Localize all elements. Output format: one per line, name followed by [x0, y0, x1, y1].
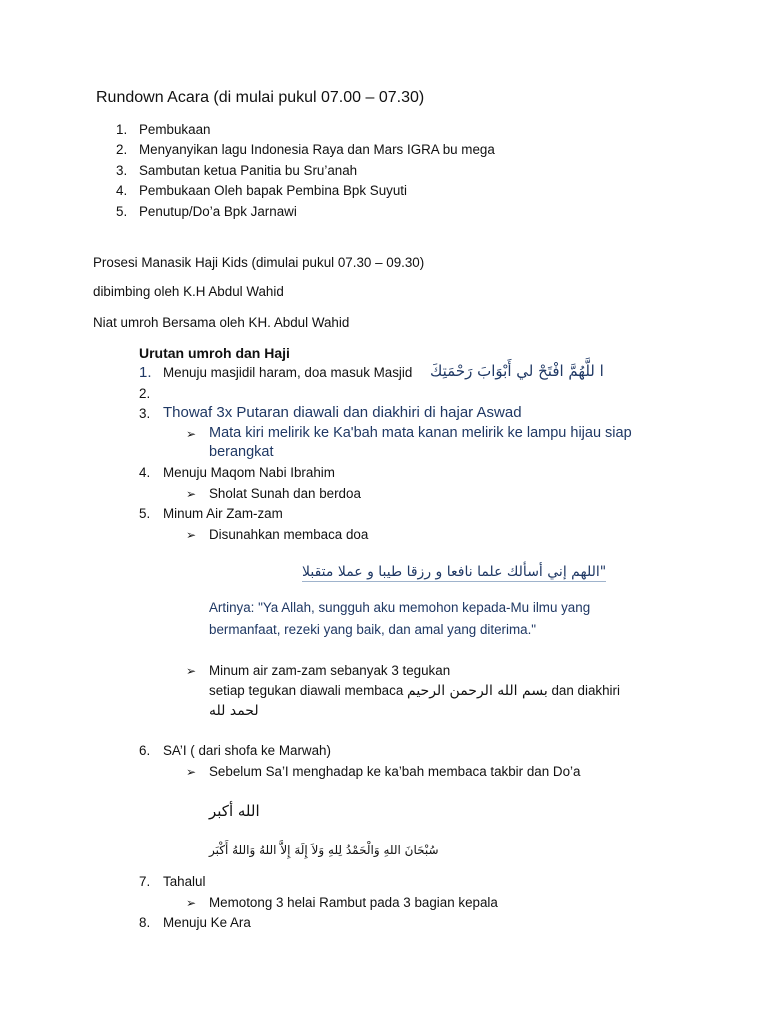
arabic-takbir: الله أكبر: [209, 802, 260, 820]
arabic-prayer: "اللهم إني أسألك علما نافعا و رزقا طيبا و عملا متقبلا: [302, 564, 607, 580]
step-number: 8.: [139, 915, 151, 930]
step-number: 6.: [139, 743, 151, 758]
list-number: 1.: [116, 122, 128, 137]
arrow-bullet-icon: ➢: [186, 528, 197, 542]
step-text: SA’I ( dari shofa ke Marwah): [163, 743, 331, 758]
sub-item-text: dan diakhiri: [551, 683, 620, 698]
list-number: 2.: [116, 142, 128, 157]
arabic-hamdalah: لحمد لله: [209, 703, 259, 719]
list-number: 3.: [116, 163, 128, 178]
list-item: Menyanyikan lagu Indonesia Raya dan Mars IGRA bu mega: [139, 142, 495, 157]
list-number: 5.: [116, 204, 128, 219]
step-number: 5.: [139, 506, 151, 521]
arrow-bullet-icon: ➢: [186, 664, 197, 678]
arabic-tasbih: سُبْحَانَ اللهِ وَالْحَمْدُ لِلهِ وَلاَ إِلَهَ إِلاَّ اللهُ وَاللهُ أَكْبَر: [209, 843, 439, 857]
arrow-bullet-icon: ➢: [186, 896, 197, 910]
niat-line: Niat umroh Bersama oleh KH. Abdul Wahid: [93, 315, 350, 330]
step-text: Menuju masjidil haram, doa masuk Masjid: [163, 365, 413, 380]
sub-item: Memotong 3 helai Rambut pada 3 bagian kepala: [209, 895, 498, 910]
list-item: Sambutan ketua Panitia bu Sru’anah: [139, 163, 358, 178]
arrow-bullet-icon: ➢: [186, 487, 197, 501]
step-number: 4.: [139, 465, 151, 480]
sub-item-text: setiap tegukan diawali membaca: [209, 683, 404, 698]
sub-item: Minum air zam-zam sebanyak 3 tegukan: [209, 663, 451, 678]
translation-line: Artinya: "Ya Allah, sungguh aku memohon kepada-Mu ilmu yang: [209, 600, 591, 615]
step-text: Minum Air Zam-zam: [163, 506, 283, 521]
arabic-prayer: ا للَّهُمَّ افْتَحْ لي أَبْوَابَ رَحْمَتِكَ: [430, 362, 604, 380]
dibimbing-line: dibimbing oleh K.H Abdul Wahid: [93, 284, 284, 299]
step-text: Thowaf 3x Putaran diawali dan diakhiri di hajar Aswad: [163, 404, 522, 421]
step-text: Tahalul: [163, 874, 206, 889]
step-number: 3.: [139, 406, 151, 421]
list-item: Penutup/Do’a Bpk Jarnawi: [139, 204, 297, 219]
arabic-basmala: بسم الله الرحمن الرحيم: [407, 683, 548, 699]
list-number: 4.: [116, 183, 128, 198]
step-number: 2.: [139, 386, 151, 401]
sub-item: Mata kiri melirik ke Ka'bah mata kanan melirik ke lampu hijau siap: [209, 425, 632, 441]
step-number: 7.: [139, 874, 151, 889]
arrow-bullet-icon: ➢: [186, 427, 197, 441]
sub-item: Disunahkan membaca doa: [209, 527, 369, 542]
sub-item: Sebelum Sa’I menghadap ke ka’bah membaca takbir dan Do’a: [209, 764, 581, 779]
list-item: Pembukaan Oleh bapak Pembina Bpk Suyuti: [139, 183, 407, 198]
arrow-bullet-icon: ➢: [186, 765, 197, 779]
sub-item: Sholat Sunah dan berdoa: [209, 486, 361, 501]
step-text: Menuju Maqom Nabi Ibrahim: [163, 465, 335, 480]
prosesi-line: Prosesi Manasik Haji Kids (dimulai pukul 07.30 – 09.30): [93, 255, 425, 270]
section-heading: Urutan umroh dan Haji: [139, 345, 290, 361]
page-title: Rundown Acara (di mulai pukul 07.00 – 07.30): [96, 89, 425, 106]
step-number: 1.: [139, 364, 152, 381]
sub-item-cont: [209, 683, 620, 699]
translation-line: bermanfaat, rezeki yang baik, dan amal yang diterima.": [209, 622, 537, 637]
list-item: Pembukaan: [139, 122, 211, 137]
step-text: Menuju Ke Ara: [163, 915, 251, 930]
sub-item-cont: berangkat: [209, 444, 274, 460]
